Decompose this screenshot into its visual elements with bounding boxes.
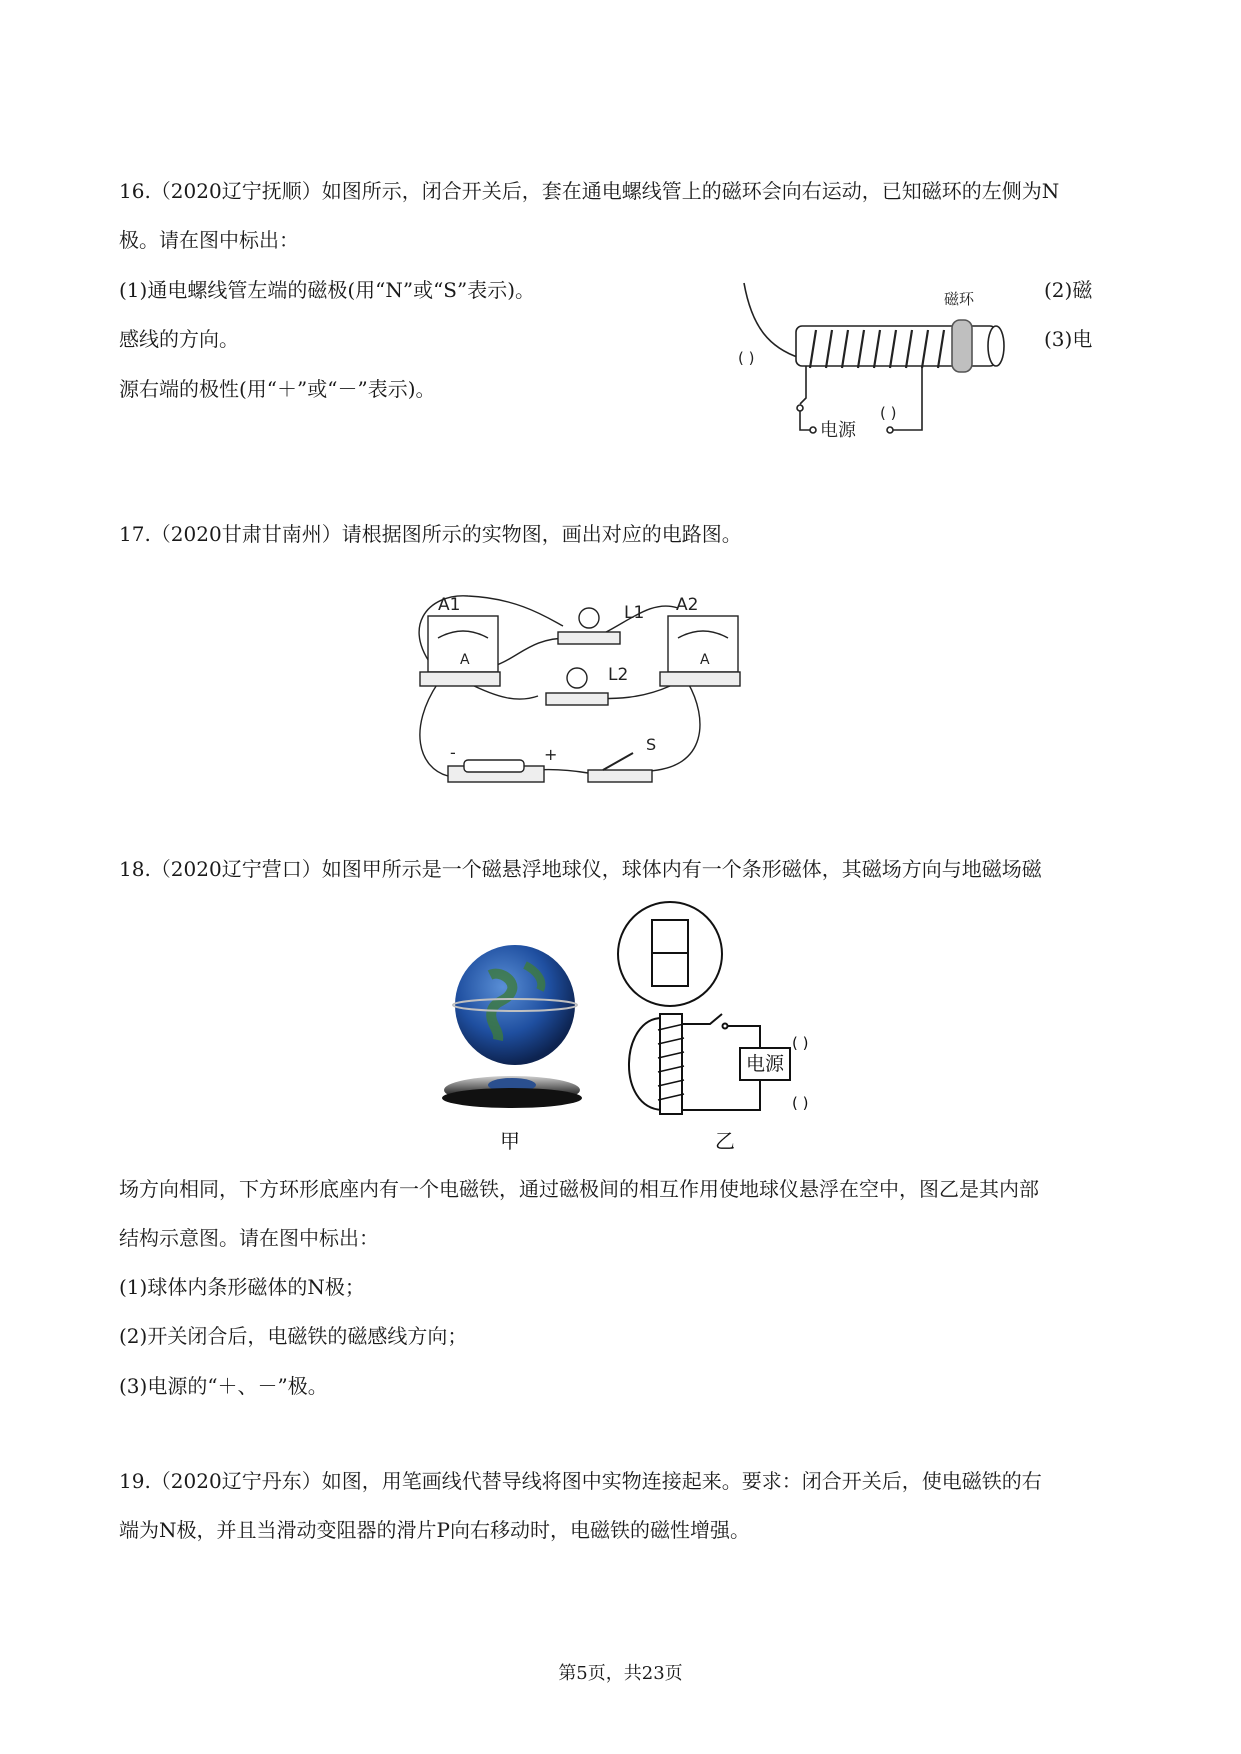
q16-solenoid-figure	[730, 278, 1030, 450]
q18-structure-figure	[610, 898, 850, 1170]
globe	[455, 945, 575, 1065]
q16-left-paren: ( )	[738, 349, 755, 367]
q18-item3: (3)电源的“＋、－”极。	[119, 1374, 328, 1398]
page-number-footer: 第5页，共23页	[558, 1663, 683, 1684]
a2-meter-symbol: A	[700, 652, 710, 668]
a2-label: A2	[676, 595, 699, 615]
q19-line2: 端为N极，并且当滑动变阻器的滑片P向右移动时，电磁铁的磁性增强。	[119, 1518, 750, 1542]
q18-paren-top: ( )	[792, 1034, 809, 1052]
yi-label: 乙	[715, 1129, 735, 1153]
q18-globe-figure	[420, 930, 600, 1170]
q18-line2: 场方向相同，下方环形底座内有一个电磁铁，通过磁极间的相互作用使地球仪悬浮在空中，图乙是其内部	[119, 1177, 1039, 1201]
a1-label: A1	[438, 595, 461, 615]
q19-line1: 19.（2020辽宁丹东）如图，用笔画线代替导线将图中实物连接起来。要求：闭合开关后，使电磁铁的右	[119, 1469, 1042, 1493]
q16-power-label: 电源	[820, 420, 856, 441]
q16-item2-tail: 感线的方向。	[119, 327, 239, 351]
q16-line2: 极。请在图中标出：	[119, 228, 299, 252]
battery-plus-label: +	[544, 745, 558, 764]
a1-meter-symbol: A	[460, 652, 470, 668]
q17-line1: 17.（2020甘肃甘南州）请根据图所示的实物图，画出对应的电路图。	[119, 522, 742, 546]
q18-power-label: 电源	[745, 1053, 785, 1075]
jia-label: 甲	[500, 1129, 520, 1153]
l1-label: L1	[624, 603, 645, 623]
q16-item1: (1)通电螺线管左端的磁极(用“N”或“S”表示)。	[119, 278, 536, 302]
l2-label: L2	[608, 665, 629, 685]
q18-paren-bottom: ( )	[792, 1094, 809, 1112]
magnet-ring	[952, 320, 972, 372]
q16-line1: 16.（2020辽宁抚顺）如图所示，闭合开关后，套在通电螺线管上的磁环会向右运动，已知磁环的左侧为N	[119, 179, 1060, 203]
battery-minus-label: -	[450, 743, 456, 762]
q16-right-paren: ( )	[880, 404, 897, 422]
q16-item2-head: (2)磁	[1044, 278, 1093, 302]
q16-item3-head: (3)电	[1044, 327, 1093, 351]
q18-line1: 18.（2020辽宁营口）如图甲所示是一个磁悬浮地球仪，球体内有一个条形磁体，其磁场方向与地磁场磁	[119, 857, 1042, 881]
q17-circuit-figure	[408, 588, 808, 798]
q18-line3: 结构示意图。请在图中标出：	[119, 1226, 379, 1250]
q18-item1: (1)球体内条形磁体的N极；	[119, 1275, 365, 1299]
switch-label: S	[646, 735, 657, 754]
q16-item3-tail: 源右端的极性(用“＋”或“－”表示)。	[119, 377, 436, 401]
magnet-ring-label: 磁环	[944, 290, 975, 308]
q18-item2: (2)开关闭合后，电磁铁的磁感线方向；	[119, 1324, 468, 1348]
